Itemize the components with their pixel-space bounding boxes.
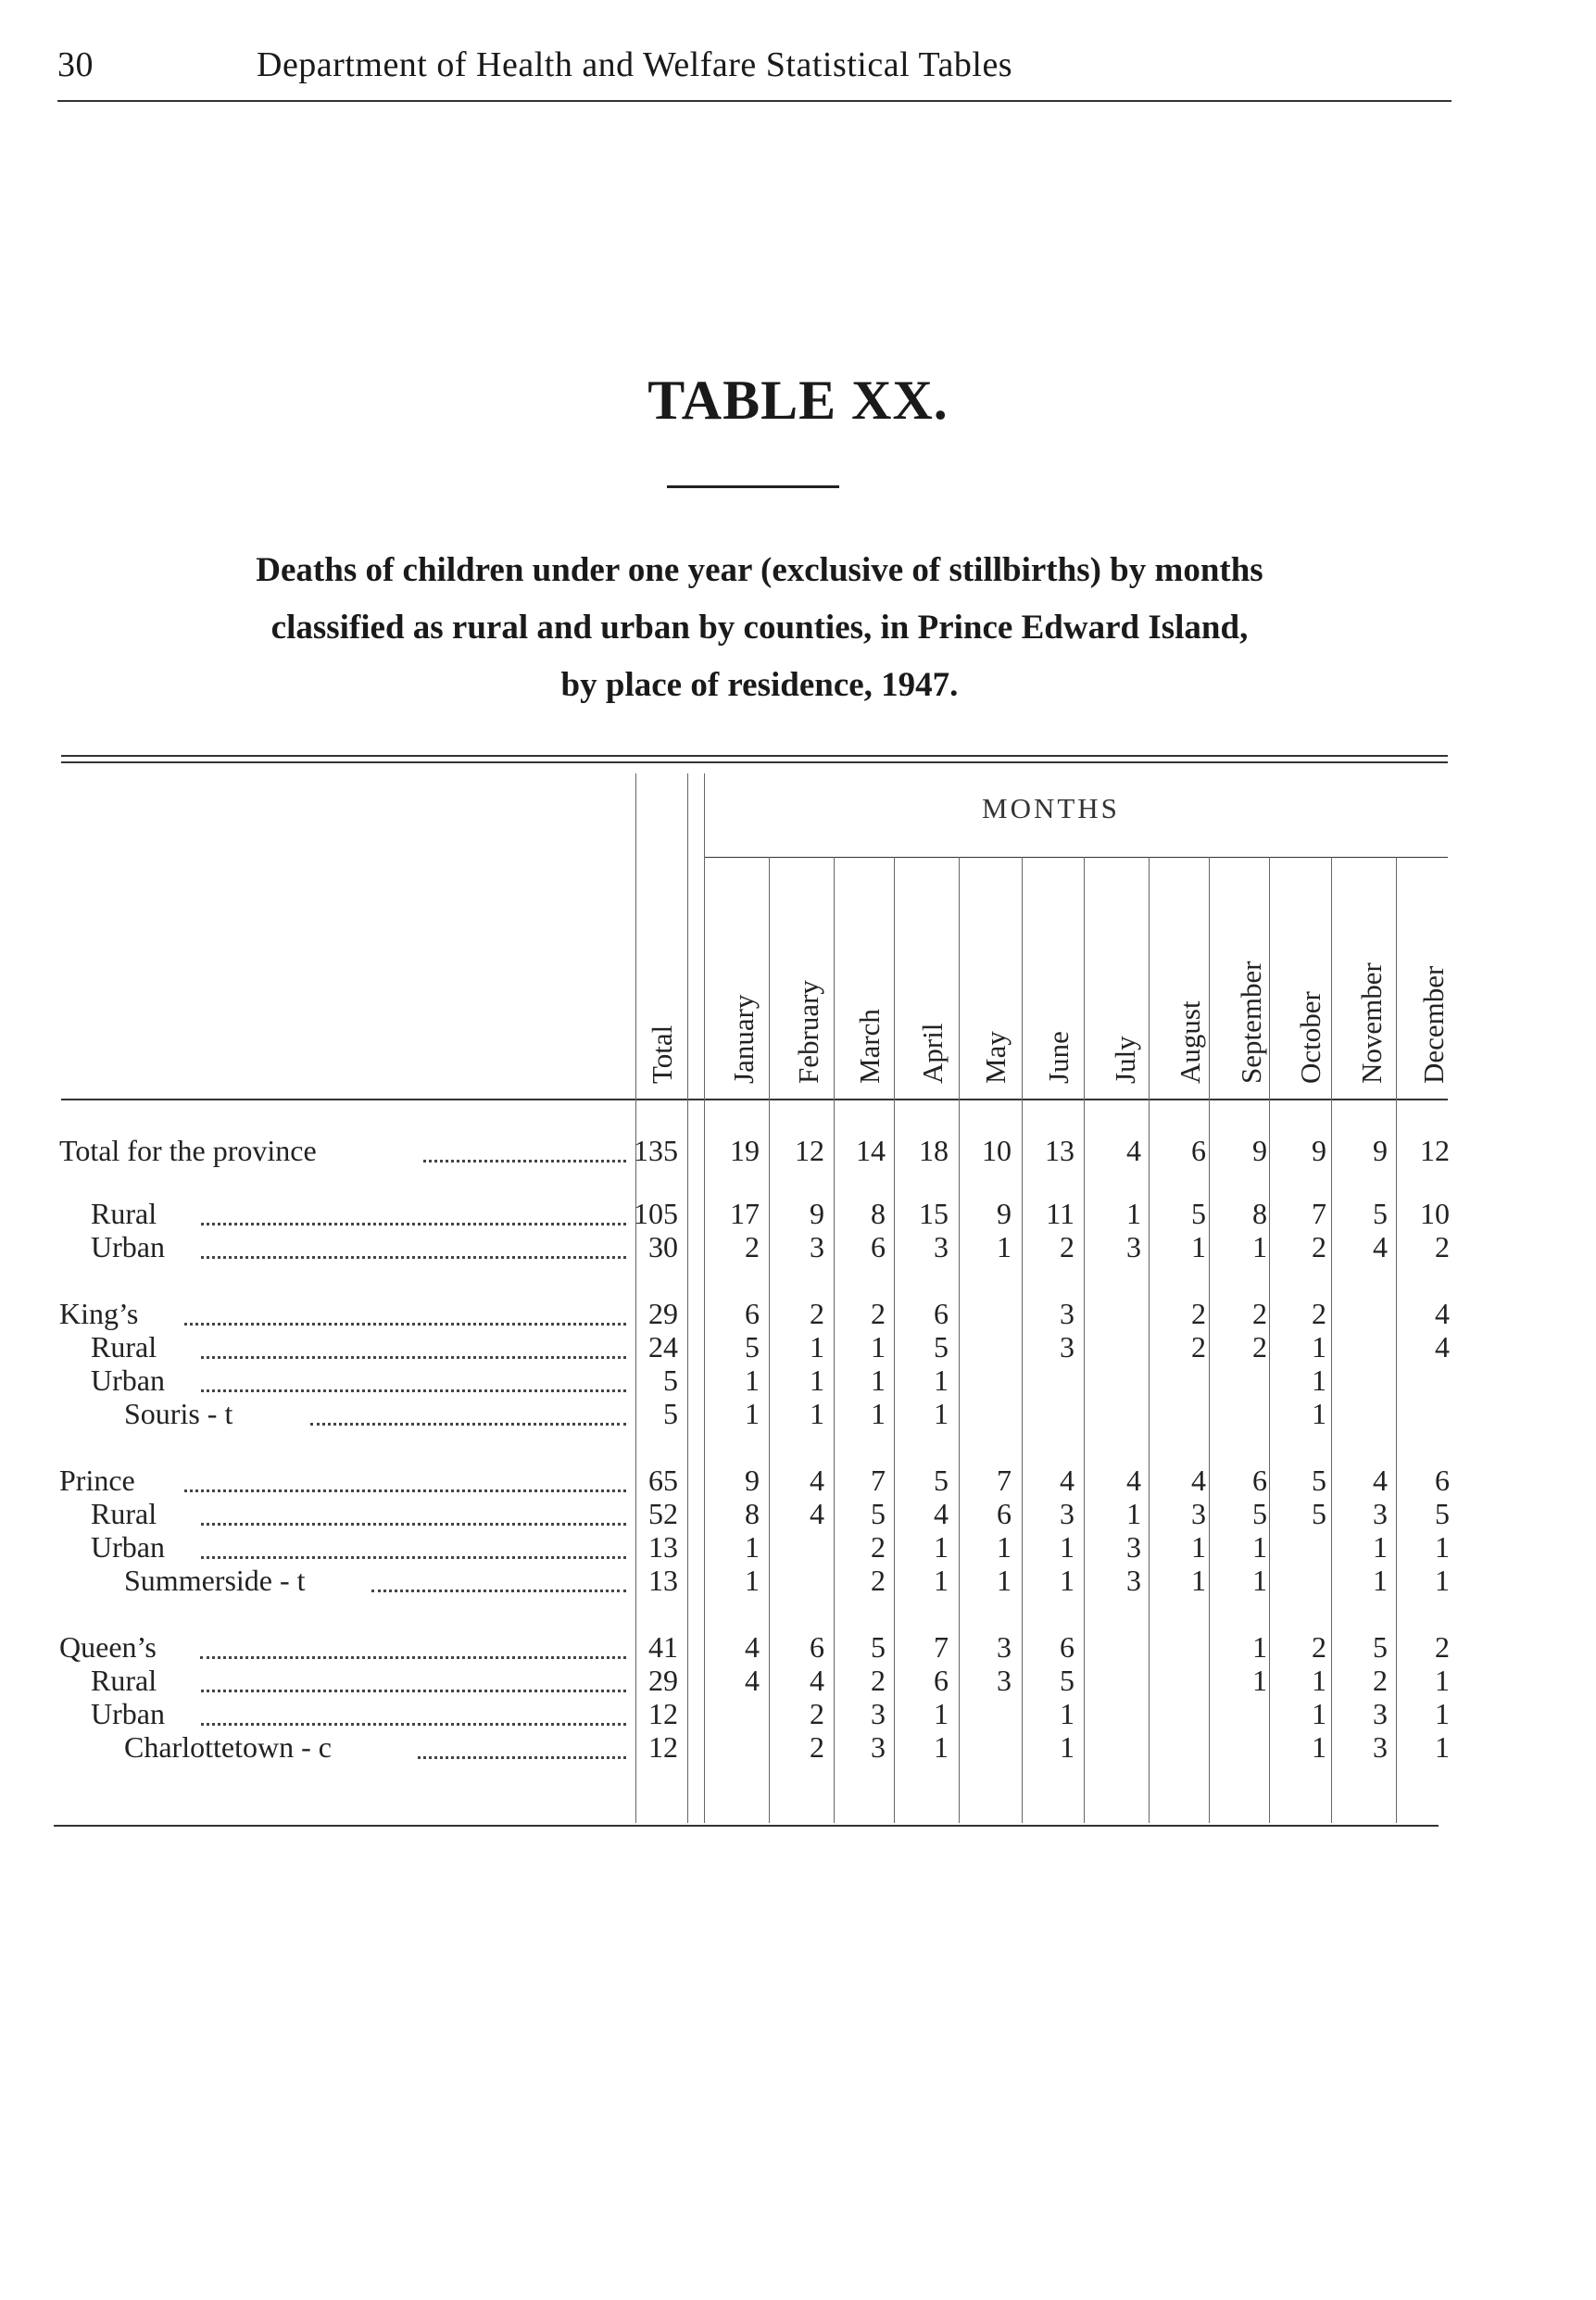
cell-july: 1 (1126, 1497, 1141, 1530)
cell-march: 1 (871, 1364, 886, 1397)
table-bottom-rule (54, 1825, 1439, 1827)
cell-december: 1 (1435, 1530, 1450, 1564)
dot-leader (201, 1389, 627, 1392)
cell-august: 6 (1191, 1134, 1206, 1167)
cell-january: 4 (745, 1630, 760, 1664)
column-header-march: March (853, 1009, 886, 1084)
cell-august: 3 (1191, 1497, 1206, 1530)
months-rule (704, 857, 1448, 858)
cell-december: 1 (1435, 1697, 1450, 1730)
cell-november: 3 (1373, 1730, 1388, 1764)
cell-october: 1 (1312, 1397, 1326, 1430)
cell-july: 3 (1126, 1564, 1141, 1597)
cell-total: 52 (648, 1497, 678, 1530)
cell-may: 9 (997, 1197, 1012, 1230)
months-group-label: MONTHS (982, 792, 1120, 824)
cell-may: 1 (997, 1230, 1012, 1263)
cell-april: 1 (934, 1697, 949, 1730)
page-number: 30 (57, 45, 94, 84)
cell-september: 1 (1252, 1564, 1267, 1597)
cell-april: 1 (934, 1530, 949, 1564)
cell-february: 4 (810, 1464, 824, 1497)
cell-total: 30 (648, 1230, 678, 1263)
row-label: Rural (91, 1497, 157, 1530)
cell-july: 4 (1126, 1134, 1141, 1167)
cell-october: 1 (1312, 1364, 1326, 1397)
cell-april: 7 (934, 1630, 949, 1664)
cell-november: 4 (1373, 1230, 1388, 1263)
cell-december: 4 (1435, 1297, 1450, 1330)
cell-september: 8 (1252, 1197, 1267, 1230)
cell-november: 3 (1373, 1497, 1388, 1530)
cell-october: 5 (1312, 1464, 1326, 1497)
row-label: Urban (91, 1697, 165, 1730)
column-header-october: October (1294, 991, 1326, 1084)
row-label: Total for the province (59, 1134, 317, 1167)
cell-april: 6 (934, 1664, 949, 1697)
cell-june: 13 (1045, 1134, 1074, 1167)
cell-june: 3 (1060, 1330, 1074, 1364)
cell-total: 12 (648, 1730, 678, 1764)
cell-june: 2 (1060, 1230, 1074, 1263)
title-rule (667, 485, 839, 488)
row-label: Souris - t (124, 1397, 233, 1430)
cell-april: 18 (919, 1134, 949, 1167)
cell-april: 1 (934, 1397, 949, 1430)
cell-september: 1 (1252, 1630, 1267, 1664)
dot-leader (201, 1223, 627, 1225)
cell-september: 1 (1252, 1530, 1267, 1564)
cell-april: 1 (934, 1730, 949, 1764)
cell-january: 2 (745, 1230, 760, 1263)
column-header-january: January (727, 994, 760, 1084)
cell-june: 1 (1060, 1730, 1074, 1764)
cell-october: 1 (1312, 1664, 1326, 1697)
row-label: Prince (59, 1464, 135, 1497)
cell-total: 13 (648, 1564, 678, 1597)
cell-february: 4 (810, 1664, 824, 1697)
cell-july: 1 (1126, 1197, 1141, 1230)
cell-january: 17 (730, 1197, 760, 1230)
table-caption (56, 542, 1464, 714)
cell-october: 1 (1312, 1330, 1326, 1364)
dot-leader (310, 1423, 626, 1426)
cell-april: 1 (934, 1564, 949, 1597)
column-header-november: November (1355, 962, 1388, 1084)
cell-total: 65 (648, 1464, 678, 1497)
column-header-june: June (1042, 1031, 1074, 1084)
dot-leader (201, 1356, 627, 1359)
header-bottom-rule (61, 1099, 1448, 1100)
cell-september: 1 (1252, 1230, 1267, 1263)
cell-march: 2 (871, 1664, 886, 1697)
cell-september: 1 (1252, 1664, 1267, 1697)
row-label: Urban (91, 1364, 165, 1397)
header-rule (57, 100, 1451, 102)
caption-line: classified as rural and urban by counties, in Prince Edward Island, (270, 609, 1249, 647)
cell-december: 1 (1435, 1564, 1450, 1597)
cell-january: 6 (745, 1297, 760, 1330)
row-label: Urban (91, 1230, 165, 1263)
cell-june: 3 (1060, 1497, 1074, 1530)
cell-october: 5 (1312, 1497, 1326, 1530)
cell-total: 24 (648, 1330, 678, 1364)
cell-march: 5 (871, 1630, 886, 1664)
cell-december: 1 (1435, 1730, 1450, 1764)
dot-leader (201, 1523, 627, 1526)
cell-february: 1 (810, 1397, 824, 1430)
cell-may: 10 (982, 1134, 1012, 1167)
dot-leader (418, 1756, 627, 1759)
cell-april: 4 (934, 1497, 949, 1530)
cell-january: 1 (745, 1397, 760, 1430)
cell-may: 1 (997, 1530, 1012, 1564)
cell-may: 3 (997, 1630, 1012, 1664)
cell-april: 5 (934, 1464, 949, 1497)
cell-december: 4 (1435, 1330, 1450, 1364)
column-divider (1084, 857, 1085, 1823)
table-title: TABLE XX. (647, 370, 949, 431)
cell-march: 5 (871, 1497, 886, 1530)
cell-june: 1 (1060, 1697, 1074, 1730)
cell-january: 1 (745, 1530, 760, 1564)
row-label: Rural (91, 1664, 157, 1697)
cell-july: 3 (1126, 1530, 1141, 1564)
cell-february: 6 (810, 1630, 824, 1664)
cell-february: 2 (810, 1697, 824, 1730)
cell-june: 1 (1060, 1530, 1074, 1564)
cell-march: 8 (871, 1197, 886, 1230)
cell-june: 11 (1046, 1197, 1074, 1230)
cell-total: 5 (663, 1397, 678, 1430)
row-label: Urban (91, 1530, 165, 1564)
cell-total: 13 (648, 1530, 678, 1564)
cell-august: 4 (1191, 1464, 1206, 1497)
cell-december: 10 (1420, 1197, 1450, 1230)
cell-november: 1 (1373, 1530, 1388, 1564)
cell-may: 1 (997, 1564, 1012, 1597)
dot-leader (184, 1323, 626, 1326)
cell-february: 9 (810, 1197, 824, 1230)
caption-line: Deaths of children under one year (exclusive of stillbirths) by months (256, 551, 1263, 589)
row-label: Queen’s (59, 1630, 157, 1664)
cell-april: 1 (934, 1364, 949, 1397)
cell-december: 12 (1420, 1134, 1450, 1167)
cell-total: 12 (648, 1697, 678, 1730)
dot-leader (201, 1690, 627, 1692)
cell-may: 6 (997, 1497, 1012, 1530)
caption-line: by place of residence, 1947. (560, 666, 959, 704)
dot-leader (201, 1256, 627, 1259)
cell-april: 5 (934, 1330, 949, 1364)
dot-leader (201, 1556, 627, 1559)
cell-january: 1 (745, 1364, 760, 1397)
cell-february: 4 (810, 1497, 824, 1530)
cell-september: 2 (1252, 1297, 1267, 1330)
cell-november: 4 (1373, 1464, 1388, 1497)
cell-december: 6 (1435, 1464, 1450, 1497)
cell-march: 3 (871, 1697, 886, 1730)
cell-may: 7 (997, 1464, 1012, 1497)
cell-january: 8 (745, 1497, 760, 1530)
column-divider (687, 773, 688, 1823)
cell-august: 1 (1191, 1230, 1206, 1263)
row-label: King’s (59, 1297, 139, 1330)
cell-may: 3 (997, 1664, 1012, 1697)
column-header-april: April (916, 1023, 949, 1084)
cell-total: 41 (648, 1630, 678, 1664)
cell-march: 2 (871, 1530, 886, 1564)
column-header-may: May (979, 1031, 1012, 1084)
cell-total: 105 (634, 1197, 678, 1230)
cell-december: 2 (1435, 1630, 1450, 1664)
cell-october: 1 (1312, 1730, 1326, 1764)
cell-november: 1 (1373, 1564, 1388, 1597)
column-header-july: July (1109, 1036, 1141, 1084)
column-header-december: December (1417, 965, 1450, 1084)
cell-october: 2 (1312, 1297, 1326, 1330)
cell-september: 5 (1252, 1497, 1267, 1530)
cell-april: 6 (934, 1297, 949, 1330)
cell-november: 9 (1373, 1134, 1388, 1167)
cell-october: 7 (1312, 1197, 1326, 1230)
cell-june: 4 (1060, 1464, 1074, 1497)
cell-december: 1 (1435, 1664, 1450, 1697)
column-divider (1269, 857, 1270, 1823)
cell-january: 1 (745, 1564, 760, 1597)
cell-november: 5 (1373, 1630, 1388, 1664)
dot-leader (423, 1160, 626, 1163)
cell-december: 2 (1435, 1230, 1450, 1263)
cell-april: 3 (934, 1230, 949, 1263)
cell-october: 9 (1312, 1134, 1326, 1167)
cell-march: 2 (871, 1297, 886, 1330)
dot-leader (200, 1656, 627, 1659)
cell-february: 12 (795, 1134, 824, 1167)
cell-july: 3 (1126, 1230, 1141, 1263)
cell-november: 2 (1373, 1664, 1388, 1697)
cell-august: 2 (1191, 1297, 1206, 1330)
cell-january: 19 (730, 1134, 760, 1167)
row-label: Charlottetown - c (124, 1730, 332, 1764)
cell-august: 1 (1191, 1530, 1206, 1564)
cell-october: 1 (1312, 1697, 1326, 1730)
running-title: Department of Health and Welfare Statistical Tables (257, 45, 1013, 84)
cell-march: 14 (856, 1134, 886, 1167)
cell-august: 1 (1191, 1564, 1206, 1597)
column-header-total: Total (646, 1024, 678, 1084)
column-header-august: August (1174, 1000, 1206, 1084)
cell-march: 3 (871, 1730, 886, 1764)
cell-january: 5 (745, 1330, 760, 1364)
cell-june: 6 (1060, 1630, 1074, 1664)
cell-march: 1 (871, 1397, 886, 1430)
cell-october: 2 (1312, 1230, 1326, 1263)
table-top-rule-2 (61, 761, 1448, 763)
dot-leader (184, 1489, 626, 1492)
cell-june: 1 (1060, 1564, 1074, 1597)
cell-december: 5 (1435, 1497, 1450, 1530)
cell-total: 135 (634, 1134, 678, 1167)
column-divider (1209, 857, 1210, 1823)
cell-june: 3 (1060, 1297, 1074, 1330)
cell-february: 1 (810, 1330, 824, 1364)
cell-september: 2 (1252, 1330, 1267, 1364)
column-header-february: February (792, 980, 824, 1084)
cell-march: 6 (871, 1230, 886, 1263)
cell-august: 5 (1191, 1197, 1206, 1230)
table-top-rule (61, 755, 1448, 757)
cell-september: 6 (1252, 1464, 1267, 1497)
dot-leader (201, 1723, 627, 1726)
cell-march: 7 (871, 1464, 886, 1497)
row-label: Summerside - t (124, 1564, 306, 1597)
cell-february: 3 (810, 1230, 824, 1263)
cell-november: 3 (1373, 1697, 1388, 1730)
cell-february: 2 (810, 1297, 824, 1330)
cell-march: 1 (871, 1330, 886, 1364)
cell-january: 4 (745, 1664, 760, 1697)
cell-february: 2 (810, 1730, 824, 1764)
cell-april: 15 (919, 1197, 949, 1230)
cell-total: 29 (648, 1297, 678, 1330)
row-label: Rural (91, 1197, 157, 1230)
dot-leader (371, 1590, 626, 1592)
cell-january: 9 (745, 1464, 760, 1497)
column-header-september: September (1235, 961, 1267, 1084)
row-label: Rural (91, 1330, 157, 1364)
cell-october: 2 (1312, 1630, 1326, 1664)
cell-february: 1 (810, 1364, 824, 1397)
cell-june: 5 (1060, 1664, 1074, 1697)
cell-march: 2 (871, 1564, 886, 1597)
cell-july: 4 (1126, 1464, 1141, 1497)
cell-november: 5 (1373, 1197, 1388, 1230)
column-divider (1149, 857, 1150, 1823)
cell-total: 29 (648, 1664, 678, 1697)
cell-total: 5 (663, 1364, 678, 1397)
cell-august: 2 (1191, 1330, 1206, 1364)
cell-september: 9 (1252, 1134, 1267, 1167)
